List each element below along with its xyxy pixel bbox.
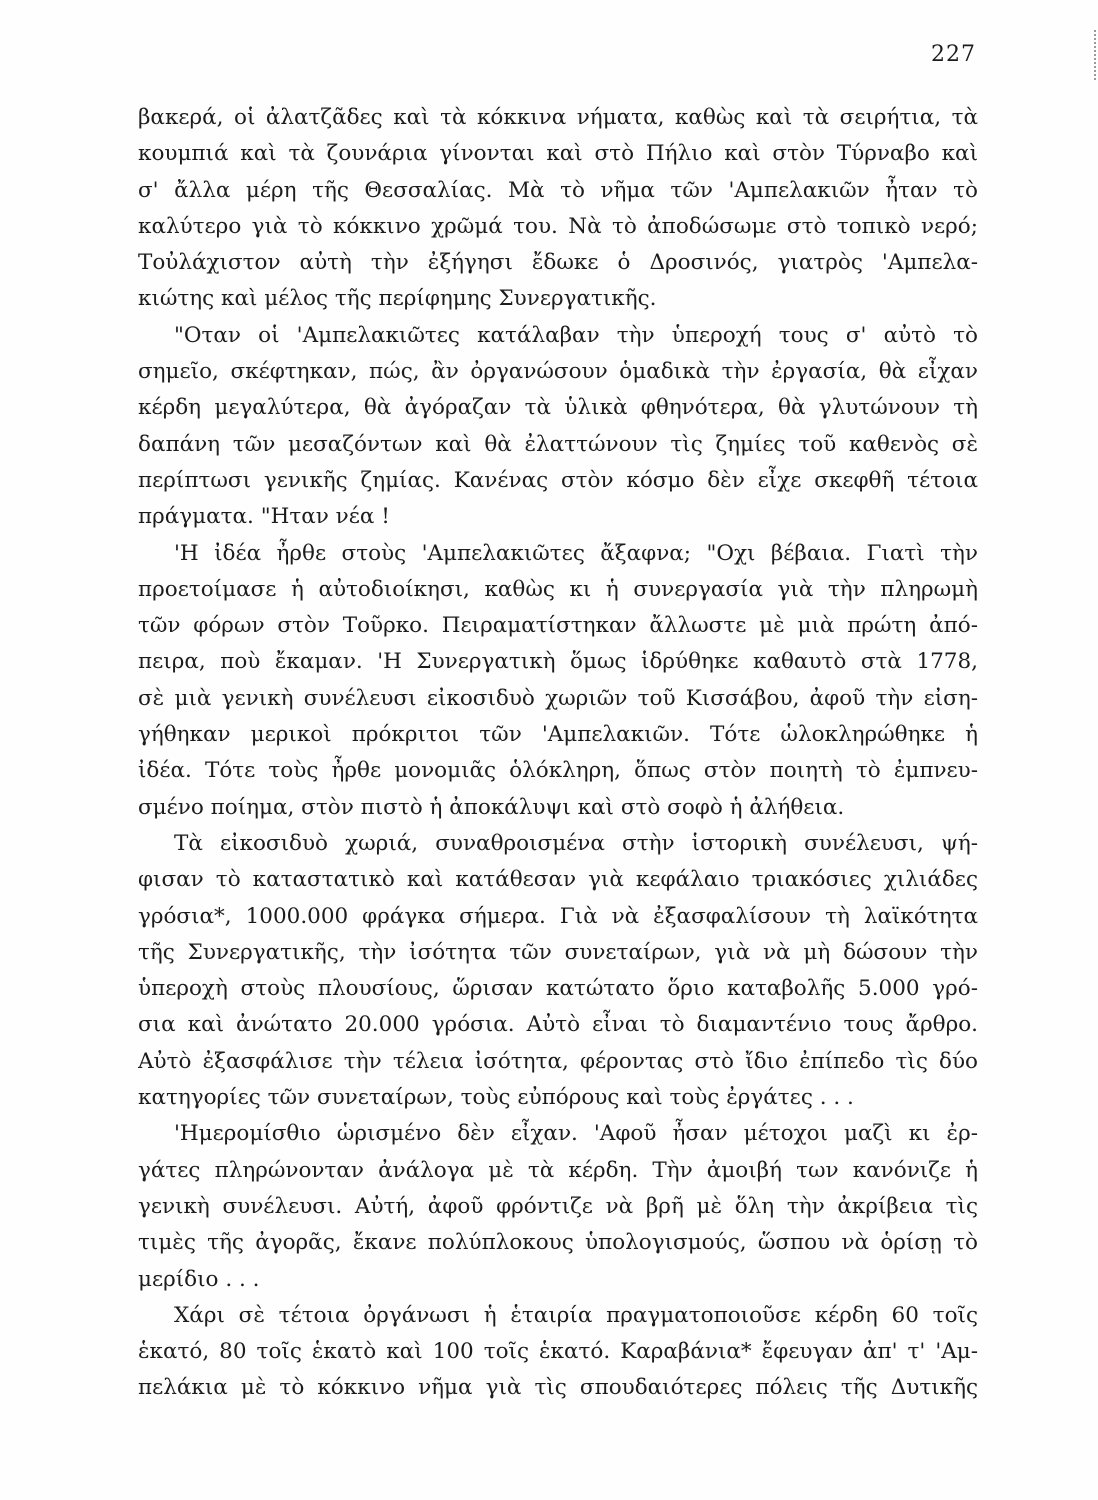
text-line: τῶν φόρων στὸν Τοῦρκο. Πειραματίστηκαν ἄλλωστε μὲ μιὰ πρώτη ἀπό-: [138, 613, 978, 639]
text-line: πελάκια μὲ τὸ κόκκινο νῆμα γιὰ τὶς σπουδαιότερες πόλεις τῆς Δυτικῆς: [138, 1375, 978, 1401]
text-line: "Οταν οἱ 'Αμπελακιῶτες κατάλαβαν τὴν ὑπεροχή τους σ' αὐτὸ τὸ: [174, 322, 978, 348]
text-line: πειρα, ποὺ ἔκαμαν. 'Η Συνεργατικὴ ὅμως ἱδρύθηκε καθαυτὸ στὰ 1778,: [138, 649, 978, 675]
text-line: ἑκατό, 80 τοῖς ἑκατὸ καὶ 100 τοῖς ἑκατό. Καραβάνια* ἔφευγαν ἀπ' τ' 'Αμ-: [138, 1339, 978, 1365]
text-line: γενικὴ συνέλευσι. Αὐτή, ἀφοῦ φρόντιζε νὰ βρῆ μὲ ὅλη τὴν ἀκρίβεια τὶς: [138, 1193, 978, 1219]
text-line: Τοὐλάχιστον αὐτὴ τὴν ἐξήγησι ἔδωκε ὁ Δροσινός, γιατρὸς 'Αμπελα-: [138, 250, 978, 276]
text-line: μερίδιο . . .: [138, 1266, 260, 1292]
text-line: κέρδη μεγαλύτερα, θὰ ἀγόραζαν τὰ ὑλικὰ φθηνότερα, θὰ γλυτώνουν τὴ: [138, 395, 978, 421]
text-line: κατηγορίες τῶν συνεταίρων, τοὺς εὐπόρους καὶ τοὺς ἐργάτες . . .: [138, 1085, 854, 1111]
text-line: φισαν τὸ καταστατικὸ καὶ κατάθεσαν γιὰ κεφάλαιο τριακόσιες χιλιάδες: [138, 867, 978, 893]
text-line: Αὐτὸ ἐξασφάλισε τὴν τέλεια ἰσότητα, φέροντας στὸ ἴδιο ἐπίπεδο τὶς δύο: [138, 1048, 978, 1074]
text-line: σημεῖο, σκέφτηκαν, πώς, ἂν ὀργανώσουν ὁμαδικὰ τὴν ἐργασία, θὰ εἶχαν: [138, 359, 978, 385]
text-line: βακερά, οἱ ἀλατζᾶδες καὶ τὰ κόκκινα νήματα, καθὼς καὶ τὰ σειρήτια, τὰ: [138, 105, 978, 130]
text-line: σ' ἄλλα μέρη τῆς Θεσσαλίας. Μὰ τὸ νῆμα τῶν 'Αμπελακιῶν ἦταν τὸ: [138, 177, 978, 203]
text-line: πράγματα. "Ηταν νέα !: [138, 504, 390, 530]
text-line: καλύτερο γιὰ τὸ κόκκινο χρῶμά του. Νὰ τὸ ἀποδώσωμε στὸ τοπικὸ νερό;: [138, 213, 978, 239]
text-line: κουμπιά καὶ τὰ ζουνάρια γίνονται καὶ στὸ Πήλιο καὶ στὸν Τύρναβο καὶ: [138, 141, 978, 167]
text-line: δαπάνη τῶν μεσαζόντων καὶ θὰ ἐλαττώνουν τὶς ζημίες τοῦ καθενὸς σὲ: [138, 431, 978, 457]
page-edge-marks: [1088, 30, 1096, 80]
text-line: τιμὲς τῆς ἀγορᾶς, ἔκανε πολύπλοκους ὑπολογισμούς, ὥσπου νὰ ὁρίσῃ τὸ: [138, 1230, 978, 1256]
text-line: τῆς Συνεργατικῆς, τὴν ἰσότητα τῶν συνεταίρων, γιὰ νὰ μὴ δώσουν τὴν: [138, 939, 978, 965]
text-line: γάτες πληρώνονταν ἀνάλογα μὲ τὰ κέρδη. Τὴν ἀμοιβή των κανόνιζε ἡ: [138, 1157, 978, 1183]
text-line: ὑπεροχὴ στοὺς πλουσίους, ὥρισαν κατώτατο ὅριο καταβολῆς 5.000 γρό-: [138, 976, 978, 1002]
text-line: γήθηκαν μερικοὶ πρόκριτοι τῶν 'Αμπελακιῶν. Τότε ὡλοκληρώθηκε ἡ: [138, 722, 978, 748]
text-line: ἰδέα. Τότε τοὺς ἦρθε μονομιᾶς ὁλόκληρη, ὅπως στὸν ποιητὴ τὸ ἐμπνευ-: [138, 758, 978, 784]
text-line: 'Η ἰδέα ἦρθε στοὺς 'Αμπελακιῶτες ἄξαφνα; "Οχι βέβαια. Γιατὶ τὴν: [174, 540, 978, 566]
text-line: σὲ μιὰ γενικὴ συνέλευσι εἰκοσιδυὸ χωριῶν τοῦ Κισσάβου, ἀφοῦ τὴν εἰση-: [138, 685, 978, 711]
text-line: Τὰ εἰκοσιδυὸ χωριά, συναθροισμένα στὴν ἱστορικὴ συνέλευσι, ψή-: [174, 830, 978, 856]
page-number: 227: [931, 42, 976, 67]
text-line: σια καὶ ἀνώτατο 20.000 γρόσια. Αὐτὸ εἶναι τὸ διαμαντένιο τους ἄρθρο.: [138, 1012, 978, 1038]
text-line: γρόσια*, 1000.000 φράγκα σήμερα. Γιὰ νὰ ἐξασφαλίσουν τὴ λαϊκότητα: [138, 903, 978, 929]
body-text: [138, 100, 978, 1407]
text-line: κιώτης καὶ μέλος τῆς περίφημης Συνεργατικῆς.: [138, 286, 657, 312]
text-line: 'Ημερομίσθιο ὡρισμένο δὲν εἶχαν. 'Αφοῦ ἦσαν μέτοχοι μαζὶ κι ἐρ-: [174, 1121, 978, 1147]
text-line: σμένο ποίημα, στὸν πιστὸ ἡ ἀποκάλυψι καὶ στὸ σοφὸ ἡ ἀλήθεια.: [138, 794, 845, 820]
text-line: Χάρι σὲ τέτοια ὀργάνωσι ἡ ἑταιρία πραγματοποιοῦσε κέρδη 60 τοῖς: [174, 1302, 978, 1328]
text-line: περίπτωσι γενικῆς ζημίας. Κανένας στὸν κόσμο δὲν εἶχε σκεφθῆ τέτοια: [138, 467, 978, 493]
text-line: προετοίμασε ἡ αὐτοδιοίκησι, καθὼς κι ἡ συνεργασία γιὰ τὴν πληρωμὴ: [138, 576, 978, 602]
